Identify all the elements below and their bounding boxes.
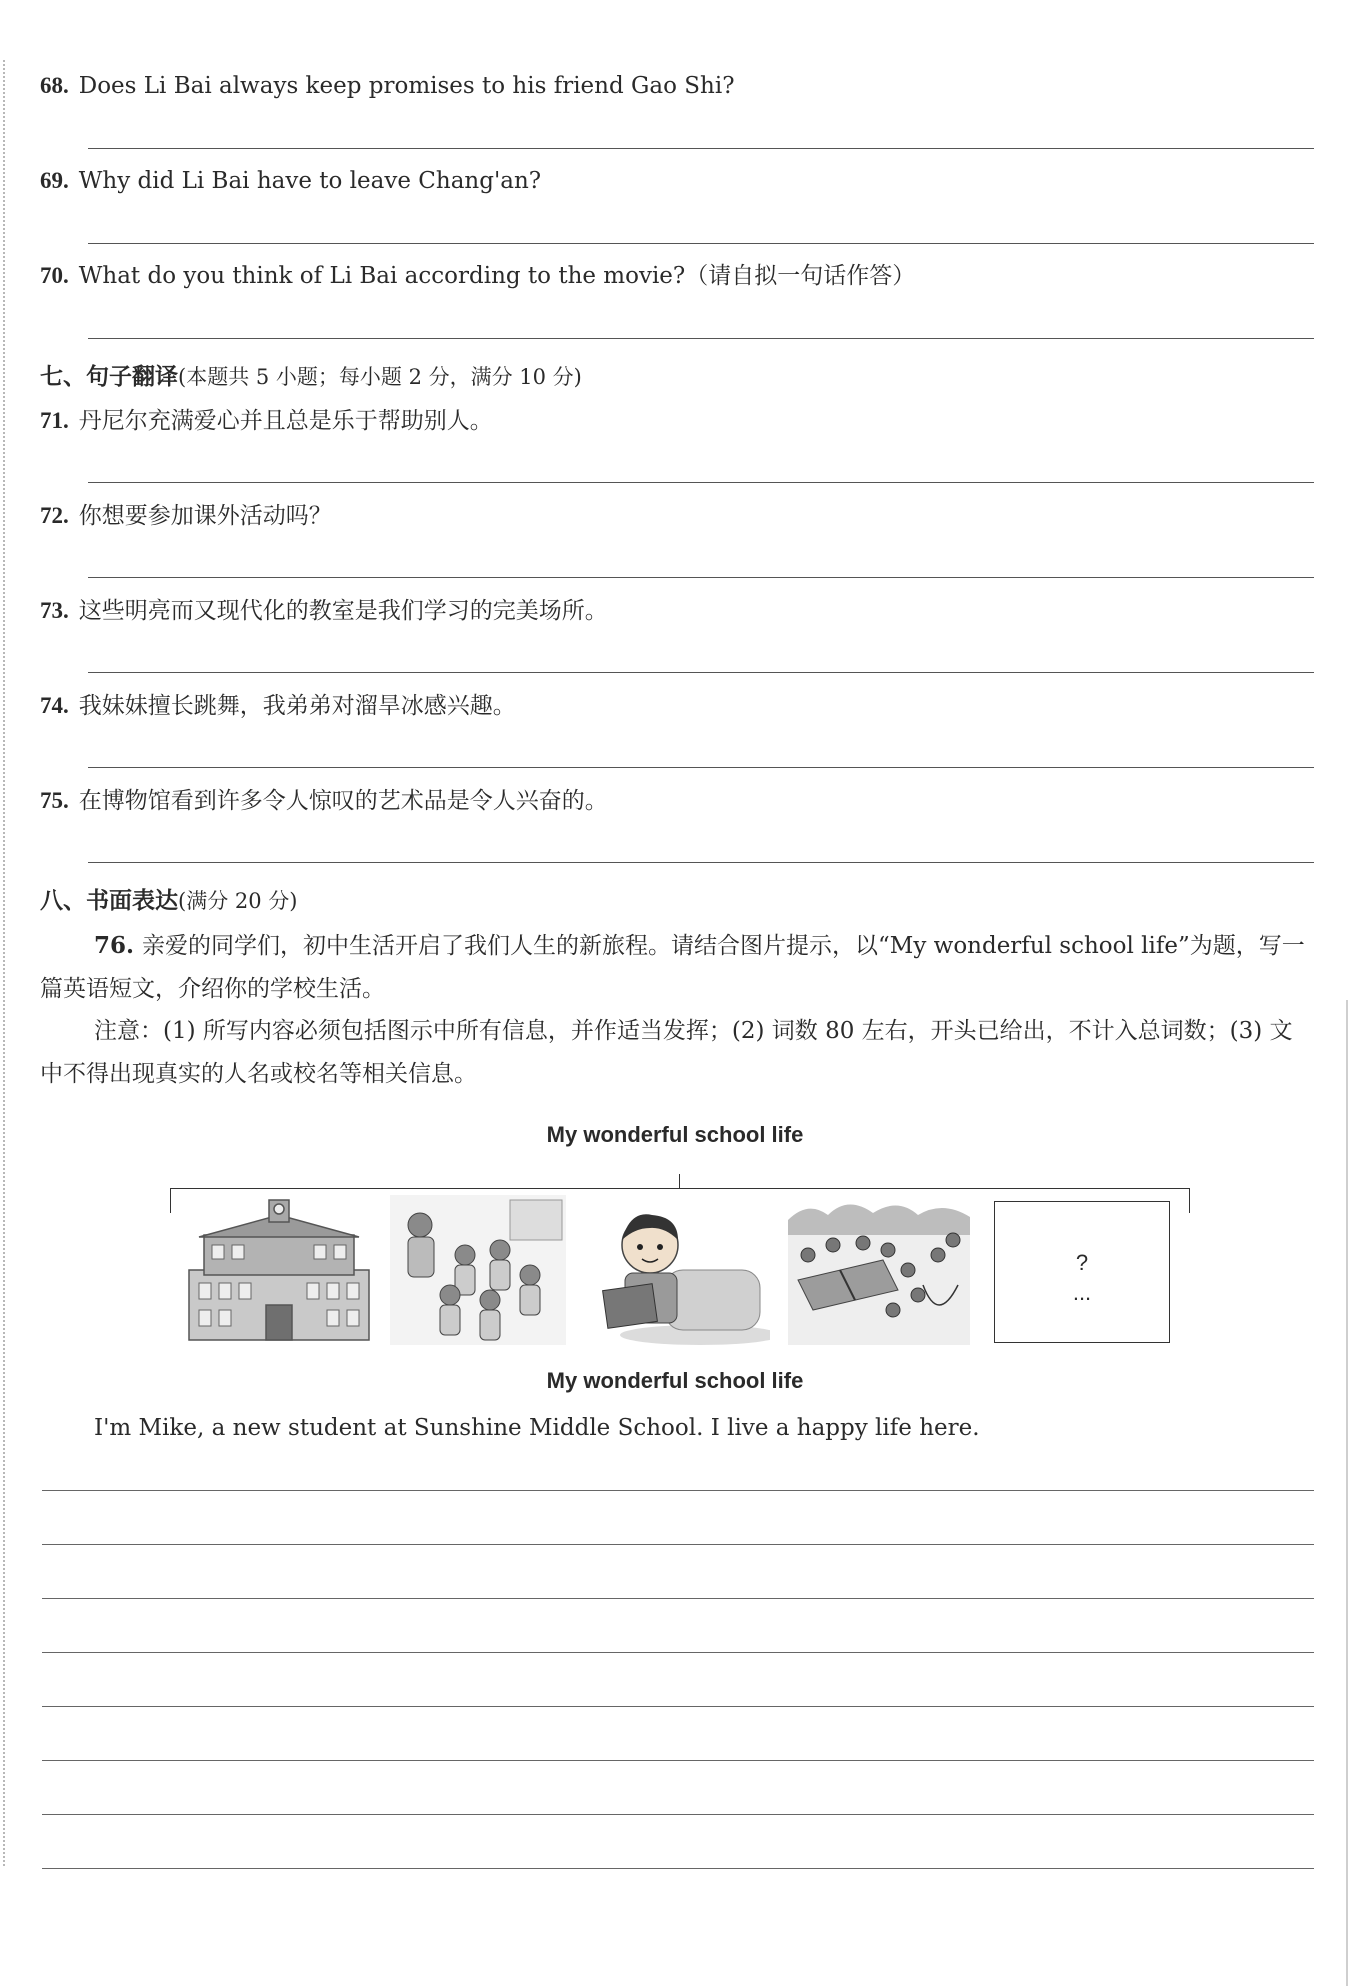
question-70 — [40, 262, 1314, 291]
question-text: 在博物馆看到许多令人惊叹的艺术品是令人兴奋的。 — [78, 788, 608, 814]
section-note: (本题共 5 小题；每小题 2 分，满分 10 分) — [178, 365, 582, 389]
answer-line[interactable] — [88, 767, 1314, 768]
question-text: Does Li Bai always keep promises to his friend Gao Shi? — [78, 73, 735, 99]
question-number: 74. — [40, 693, 69, 718]
question-number: 68. — [40, 73, 69, 98]
school-building-picture — [184, 1195, 374, 1345]
answer-line[interactable] — [88, 148, 1314, 149]
question-number: 71. — [40, 408, 69, 433]
answer-line[interactable] — [88, 243, 1314, 244]
prompt-text: 亲爱的同学们，初中生活开启了我们人生的新旅程。请结合图片提示，以“My wonderful school life”为题，写一篇英语短文，介绍你的学校生活。 — [40, 933, 1305, 1002]
section-title: 七、句子翻译 — [40, 363, 178, 390]
bracket-tick — [679, 1174, 680, 1188]
question-68 — [40, 72, 1314, 101]
question-75 — [40, 787, 1314, 816]
question-number: 72. — [40, 503, 69, 528]
section-heading-8 — [40, 882, 297, 915]
writing-line[interactable] — [42, 1544, 1314, 1545]
figure-title: My wonderful school life — [546, 1122, 804, 1147]
question-number: 76. — [94, 932, 135, 959]
answer-line[interactable] — [88, 862, 1314, 863]
question-number: 75. — [40, 788, 69, 813]
writing-line[interactable] — [42, 1598, 1314, 1599]
question-73 — [40, 597, 1314, 626]
question-69 — [40, 167, 1314, 196]
question-74 — [40, 692, 1314, 721]
question-text: 丹尼尔充满爱心并且总是乐于帮助别人。 — [78, 408, 493, 434]
question-number: 69. — [40, 168, 69, 193]
outdoor-activities-picture — [788, 1195, 970, 1345]
question-number: 70. — [40, 263, 69, 288]
essay-opening: I'm Mike, a new student at Sunshine Middle School. I live a happy life here. — [94, 1415, 980, 1441]
question-text: What do you think of Li Bai according to the movie?（请自拟一句话作答） — [78, 263, 916, 289]
answer-line[interactable] — [88, 482, 1314, 483]
writing-line[interactable] — [42, 1814, 1314, 1815]
question-text: 这些明亮而又现代化的教室是我们学习的完美场所。 — [78, 598, 608, 624]
answer-line[interactable] — [88, 672, 1314, 673]
task-notice — [40, 1010, 1314, 1096]
notice-text: 注意：(1) 所写内容必须包括图示中所有信息，并作适当发挥；(2) 词数 80 左右，开头已给出，不计入总词数；(3) 文中不得出现真实的人名或校名等相关信息。 — [40, 1018, 1293, 1087]
writing-line[interactable] — [42, 1760, 1314, 1761]
boy-reading-picture — [590, 1195, 770, 1345]
answer-line[interactable] — [88, 577, 1314, 578]
open-question-box — [994, 1201, 1170, 1343]
question-text: 我妹妹擅长跳舞，我弟弟对溜旱冰感兴趣。 — [78, 693, 516, 719]
question-72 — [40, 502, 1314, 531]
writing-line[interactable] — [42, 1490, 1314, 1491]
question-number: 73. — [40, 598, 69, 623]
writing-line[interactable] — [42, 1652, 1314, 1653]
class-group-picture — [390, 1195, 566, 1345]
essay-title: My wonderful school life — [546, 1368, 804, 1393]
writing-line[interactable] — [42, 1706, 1314, 1707]
question-71 — [40, 407, 1314, 436]
question-text: Why did Li Bai have to leave Chang'an? — [78, 168, 542, 194]
section-note: (满分 20 分) — [178, 889, 298, 913]
task-prompt — [40, 924, 1314, 1011]
ellipsis: ... — [1072, 1280, 1092, 1305]
writing-line[interactable] — [42, 1868, 1314, 1869]
section-heading-7 — [40, 358, 582, 391]
question-mark: ? — [1075, 1250, 1089, 1275]
binding-edge — [3, 60, 5, 1866]
answer-line[interactable] — [88, 338, 1314, 339]
question-text: 你想要参加课外活动吗？ — [78, 503, 332, 529]
section-title: 八、书面表达 — [40, 887, 178, 914]
